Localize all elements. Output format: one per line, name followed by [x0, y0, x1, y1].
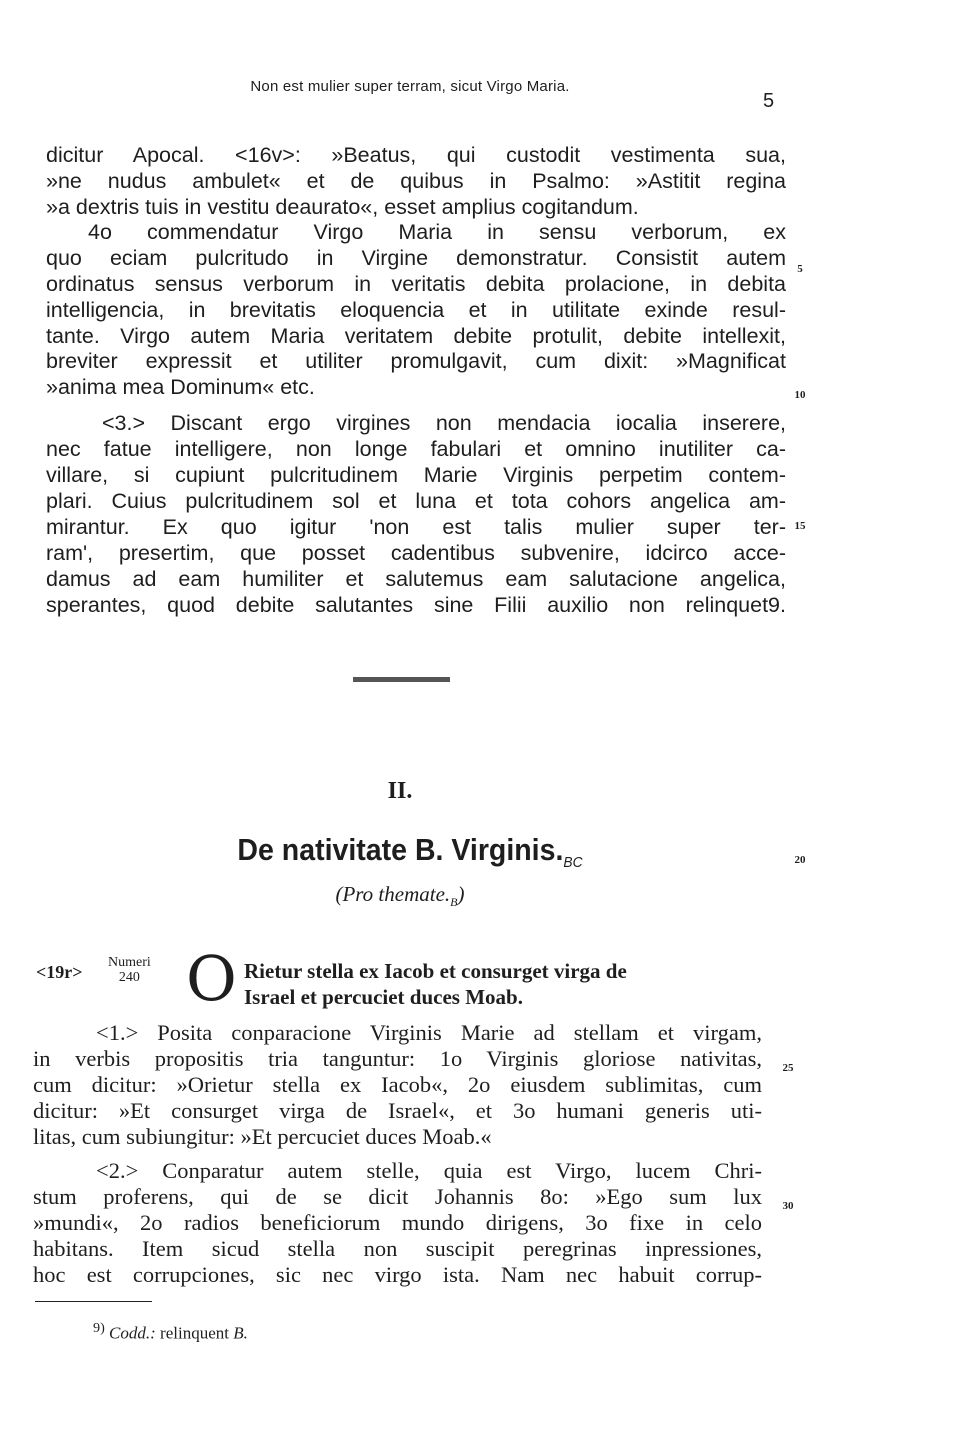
subtitle-text: (Pro themate.	[335, 882, 451, 906]
text-line: stum proferens, qui de se dicit Johannis 8o: »Ego sum lux	[33, 1184, 762, 1209]
footnote-text: relinquent	[160, 1323, 229, 1343]
text-line: cum dicitur: »Orietur stella ex Iacob«, 2o eiusdem sublimitas, cum	[33, 1072, 762, 1097]
text-line: in verbis propositis tria tanguntur: 1o Virginis gloriose nativitas,	[33, 1046, 762, 1071]
text-line: »a dextris tuis in vestitu deaurato«, esset amplius cogitandum.	[46, 195, 639, 219]
bible-verse: 240	[118, 970, 140, 985]
text-line: habitans. Item sicud stella non suscipit peregrinas inpressiones,	[33, 1236, 762, 1261]
text-line: <1.> Posita conparacione Virginis Marie ad stellam et virgam,	[96, 1020, 762, 1045]
text-line: nec fatue intelligere, non longe fabulari et omnino inutiliter ca-	[46, 437, 786, 461]
text-line: plari. Cuius pulcritudinem sol et luna et tota cohors angelica am-	[46, 489, 786, 513]
subtitle-sigla: B	[450, 895, 458, 910]
running-header: Non est mulier super terram, sicut Virgo Maria.	[250, 78, 570, 95]
bible-reference	[108, 955, 151, 985]
text-line: dicitur: »Et consurget virga de Israel«, et 3o humani generis uti-	[33, 1098, 762, 1123]
page-number: 5	[763, 90, 775, 112]
margin-line-number: 5	[797, 263, 803, 275]
footnote	[93, 1320, 248, 1344]
text-line: <3.> Discant ergo virgines non mendacia iocalia inserere,	[102, 411, 786, 435]
margin-line-number: 20	[794, 854, 806, 866]
text-line: »ne nudus ambulet« et de quibus in Psalmo: »Astitit regina	[46, 169, 786, 193]
text-line: 4o commendatur Virgo Maria in sensu verborum, ex	[88, 220, 786, 244]
text-line: villare, si cupiunt pulcritudinem Marie Virginis perpetim contem-	[46, 463, 786, 487]
margin-line-number: 15	[794, 520, 806, 532]
text-line: intelligencia, in brevitatis eloquencia et in utilitate exinde resul-	[46, 298, 786, 322]
text-line: tante. Virgo autem Maria veritatem debite protulit, debite intellexit,	[46, 324, 786, 348]
text-line: »mundi«, 2o radios beneficiorum mundo dirigens, 3o fixe in celo	[33, 1210, 762, 1235]
text-line: <2.> Conparatur autem stelle, quia est Virgo, lucem Chri-	[96, 1158, 762, 1183]
theme-line: Rietur stella ex Iacob et consurget virga de	[244, 959, 627, 983]
text-line: litas, cum subiungitur: »Et percuciet duces Moab.«	[33, 1124, 492, 1149]
section-subtitle	[0, 882, 800, 910]
margin-line-number: 30	[782, 1200, 794, 1212]
drop-initial: O	[186, 942, 237, 1015]
bible-book: Numeri	[108, 955, 151, 970]
footnote-codd: Codd.:	[109, 1323, 156, 1343]
footnote-rule	[35, 1301, 152, 1302]
title-sigla: BC	[563, 854, 583, 872]
section-title-text: De nativitate B. Virginis.	[237, 832, 564, 867]
folio-marker: <19r>	[36, 962, 83, 982]
text-line: dicitur Apocal. <16v>: »Beatus, qui custodit vestimenta sua,	[46, 143, 786, 167]
text-line: ordinatus sensus verborum in veritatis debita prolacione, in debita	[46, 272, 786, 296]
subtitle-close: )	[457, 882, 465, 906]
text-line: mirantur. Ex quo igitur 'non est talis mulier super ter-	[46, 515, 786, 539]
section-title	[33, 832, 787, 871]
text-line: damus ad eam humiliter et salutemus eam salutacione angelica,	[46, 567, 786, 591]
theme-line: Israel et percuciet duces Moab.	[244, 985, 523, 1009]
margin-line-number: 25	[782, 1062, 794, 1074]
text-line: breviter expressit et utiliter promulgavit, cum dixit: »Magnificat	[46, 349, 786, 373]
text-line: quo eciam pulcritudo in Virgine demonstratur. Consistit autem	[46, 246, 786, 270]
section-divider	[353, 677, 450, 682]
text-line: »anima mea Dominum« etc.	[46, 375, 315, 399]
footnote-mark: 9)	[93, 1320, 105, 1336]
footnote-sigla: B.	[233, 1323, 248, 1343]
text-line: sperantes, quod debite salutantes sine Filii auxilio non relinquet9.	[46, 593, 786, 617]
text-line: ram', presertim, que posset cadentibus subvenire, idcirco acce-	[46, 541, 786, 565]
text-line: hoc est corrupciones, sic nec virgo ista. Nam nec habuit corrup-	[33, 1262, 762, 1287]
margin-line-number: 10	[794, 389, 806, 401]
section-number: II.	[387, 778, 413, 804]
